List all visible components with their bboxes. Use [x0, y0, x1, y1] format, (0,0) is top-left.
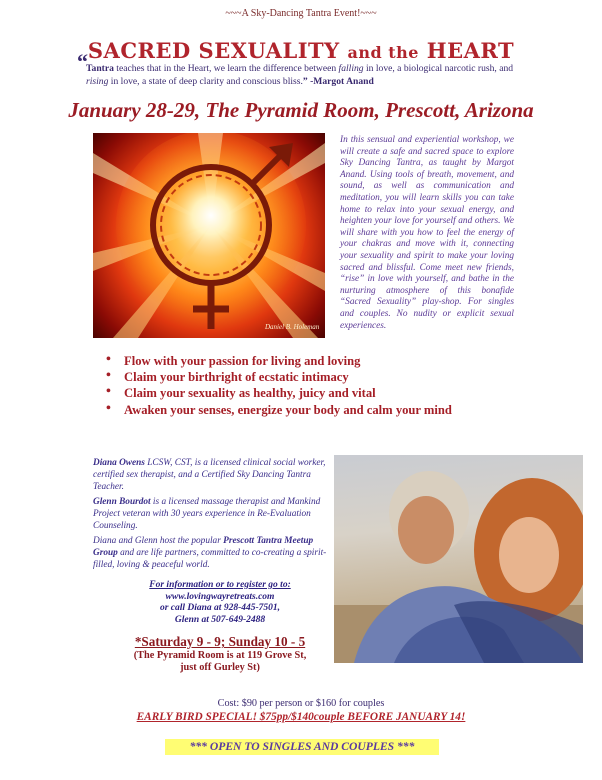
title-and: and the [347, 43, 419, 62]
bullet-icon: • [106, 368, 111, 384]
title-main: SACRED SEXUALITY [87, 38, 340, 63]
venue-address: (The Pyramid Room is at 119 Grove St, [133, 650, 307, 661]
couple-photo-svg [334, 455, 583, 663]
bullet-icon: • [106, 384, 111, 400]
diana-bio-text: LCSW, CST, is a licensed clinical social worker, certified sex therapist, and a Certified Sky Dancing Tantra Teacher. [93, 458, 326, 492]
list-item [106, 369, 526, 385]
page-title [0, 38, 602, 63]
bullet-icon: • [106, 352, 111, 367]
bullet-text: Claim your birthright of ecstatic intimacy [124, 370, 349, 385]
glenn-bio-text: is a licensed massage therapist and Mankind Project veteran with 30 years experience in Re-Evaluation Counseling. [93, 497, 321, 531]
event-date-location: January 28-29, The Pyramid Room, Prescott, Arizona [68, 98, 534, 122]
website-link[interactable]: www.lovingwayretreats.com [165, 591, 275, 602]
venue-address-2: just off Gurley St) [180, 662, 260, 673]
contact-info [100, 580, 340, 626]
schedule-block [100, 634, 340, 674]
quote-rising: rising [86, 76, 109, 87]
bullet-text: Awaken your senses, energize your body and calm your mind [124, 402, 452, 417]
glenn-phone: Glenn at 507-649-2488 [174, 614, 266, 625]
open-to-banner: *** OPEN TO SINGLES AND COUPLES *** [165, 739, 439, 755]
partners-text-2: and are life partners, committed to co-creating a spirit-filled, loving & peaceful world. [93, 547, 327, 570]
bullet-icon: • [106, 400, 111, 416]
couple-photo [334, 455, 583, 663]
open-quote-mark: “ [77, 49, 88, 74]
contact-heading: For information or to register go to: [149, 580, 291, 590]
bullet-text: Claim your sexuality as healthy, juicy and vital [124, 386, 376, 401]
quote-part-2: in love, a biological narcotic rush, and [363, 63, 514, 74]
quote-part-1: teaches that in the Heart, we learn the difference between [113, 63, 339, 74]
quote-lead-word: Tantra [86, 63, 114, 74]
list-item [106, 385, 526, 401]
diana-phone: or call Diana at 928-445-7501, [159, 603, 281, 613]
close-quote-mark: ” [302, 76, 308, 87]
list-item [106, 353, 526, 369]
meetup-group-name: Prescott Tantra Meetup Group [93, 536, 314, 558]
quote-author: -Margot Anand [307, 76, 374, 87]
partners-text-1: Diana and Glenn host the popular [93, 536, 224, 546]
title-heart: HEART [426, 38, 515, 63]
list-item [106, 402, 526, 418]
early-bird-special: EARLY BIRD SPECIAL! $75pp/$140couple BEFORE JANUARY 14! [136, 711, 466, 723]
partners-bio [93, 536, 333, 571]
glenn-name: Glenn Bourdot [93, 497, 151, 507]
glenn-bio [93, 497, 333, 532]
sacred-symbol-svg [93, 133, 325, 338]
quote-part-3: in love, a state of deep clarity and conscious bliss. [108, 76, 303, 87]
artist-credit: Daniel B. Holeman [265, 323, 320, 331]
cost-line: Cost: $90 per person or $160 for couples [217, 698, 385, 709]
quote-falling: falling [338, 63, 364, 74]
bullet-text: Flow with your passion for living and loving [124, 354, 361, 368]
diana-bio [93, 458, 333, 493]
benefits-list [106, 353, 526, 418]
event-tagline: ~~~A Sky-Dancing Tantra Event!~~~ [225, 8, 377, 19]
sacred-symbol-artwork [93, 133, 325, 338]
workshop-description: In this sensual and experiential workshop, we will create a safe and sacred space to explore Sky Dancing Tantra, as taught by Margot Anand. Using tools of breath, movement, and sound, as well as communication and meditation, you will learn skills you can take home to relax into your sexual energy, and heighten your love for yourself and others. We will share with you how to feel the energy of your chakras and move with it, connecting your sexuality and spirit to make your loving sacred and blissful. Come meet new friends, “rise” in love with yourself, and bathe in the nurturing atmosphere of this bonafide “Sacred Sexuality” play-shop. For singles and couples. No nudity or explicit sexual experiences. [340, 135, 514, 331]
diana-name: Diana Owens [93, 458, 145, 468]
schedule-times: *Saturday 9 - 9; Sunday 10 - 5 [134, 634, 306, 649]
